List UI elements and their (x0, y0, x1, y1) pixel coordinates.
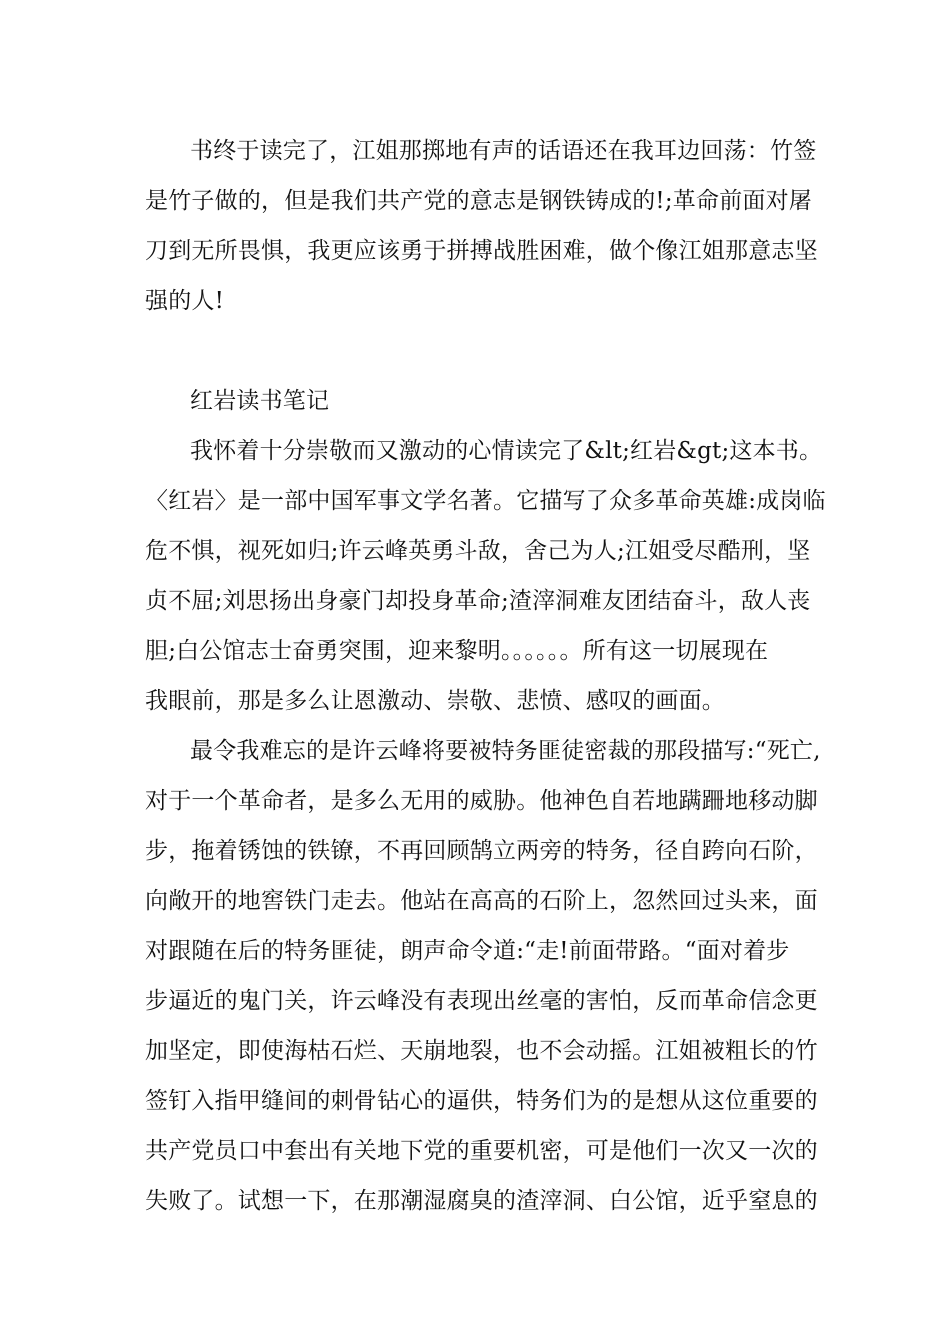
paragraph-3-line-8: 签钉入指甲缝间的刺骨钻心的逼供，特务们为的是想从这位重要的 (145, 1088, 818, 1114)
paragraph-1-line-1: 书终于读完了，江姐那掷地有声的话语还在我耳边回荡：竹签 (190, 138, 817, 164)
paragraph-1-line-2: 是竹子做的，但是我们共产党的意志是钢铁铸成的!;革命前面对屠 (145, 188, 812, 214)
paragraph-3-line-1: 最令我难忘的是许云峰将要被特务匪徒密裁的那段描写:“死亡, (190, 738, 821, 764)
paragraph-2-line-2: 〈红岩〉是一部中国军事文学名著。它描写了众多革命英雄:成岗临 (145, 488, 826, 514)
paragraph-2-line-1: 我怀着十分崇敬而又激动的心情读完了&lt;红岩&gt;这本书。 (190, 438, 823, 464)
paragraph-2-line-6: 我眼前，那是多么让恩激动、崇敬、悲愤、感叹的画面。 (145, 688, 725, 714)
paragraph-2-line-5: 胆;白公馆志士奋勇突围，迎来黎明。。。。。。所有这一切展现在 (145, 638, 769, 664)
paragraph-1-line-4: 强的人! (145, 288, 225, 314)
paragraph-3-line-2: 对于一个革命者，是多么无用的威胁。他神色自若地蹒跚地移动脚 (145, 788, 818, 814)
paragraph-3-line-7: 加坚定，即使海枯石烂、天崩地裂，也不会动摇。江姐被粗长的竹 (145, 1038, 818, 1064)
section-heading: 红岩读书笔记 (190, 388, 330, 414)
paragraph-3-line-9: 共产党员口中套出有关地下党的重要机密，可是他们一次又一次的 (145, 1138, 818, 1164)
paragraph-3-line-5: 对跟随在后的特务匪徒，朗声命令道:“走!前面带路。“面对着步 (145, 938, 790, 964)
paragraph-3-line-4: 向敞开的地窖铁门走去。他站在高高的石阶上，忽然回过头来，面 (145, 888, 818, 914)
paragraph-3-line-6: 步逼近的鬼门关，许云峰没有表现出丝毫的害怕，反而革命信念更 (145, 988, 818, 1014)
paragraph-3-line-10: 失败了。试想一下，在那潮湿腐臭的渣滓洞、白公馆，近乎窒息的 (145, 1188, 818, 1214)
paragraph-1-line-3: 刀到无所畏惧，我更应该勇于拼搏战胜困难，做个像江姐那意志坚 (145, 238, 818, 264)
paragraph-2-line-4: 贞不屈;刘思扬出身豪门却投身革命;渣滓洞难友团结奋斗，敌人丧 (145, 588, 811, 614)
paragraph-2-line-3: 危不惧，视死如归;许云峰英勇斗敌，舍己为人;江姐受尽酷刑，坚 (145, 538, 811, 564)
paragraph-3-line-3: 步，拖着锈蚀的铁镣，不再回顾鹄立两旁的特务，径自跨向石阶， (145, 838, 818, 864)
